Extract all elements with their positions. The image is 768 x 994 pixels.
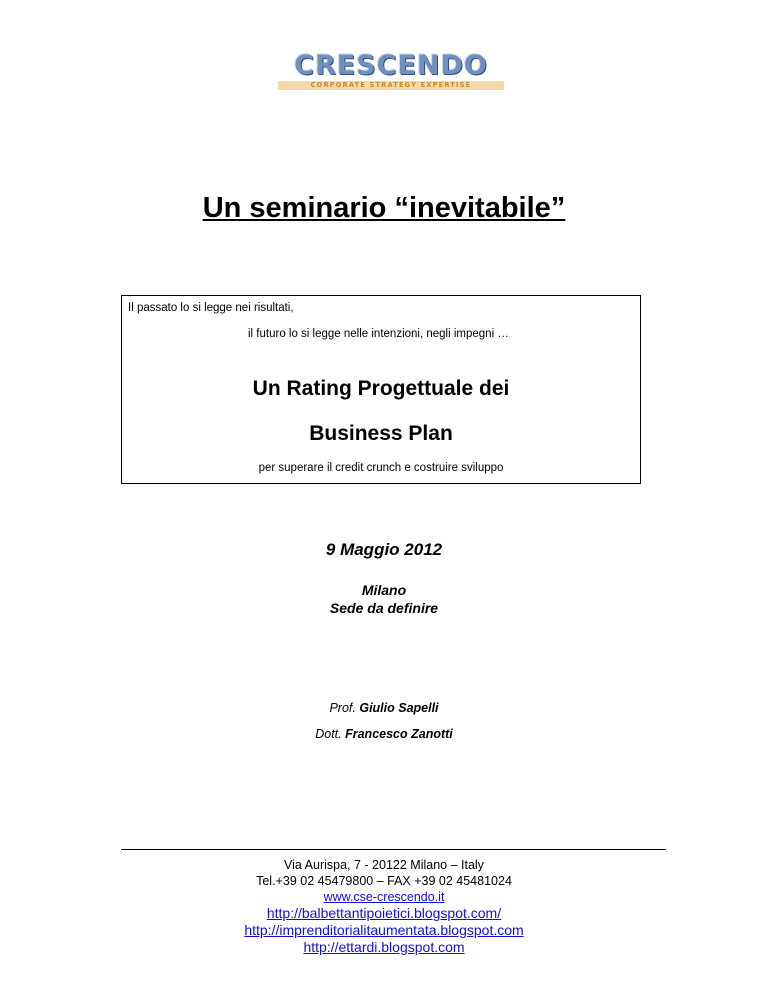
footer-link-row-3 bbox=[0, 938, 768, 956]
blog-link-imprenditorialitaumentata[interactable]: http://imprenditorialitaumentata.blogspot.com bbox=[244, 922, 524, 938]
intro-box bbox=[121, 295, 641, 484]
box-subtitle: per superare il credit crunch e costruire sviluppo bbox=[258, 462, 504, 474]
footer-link-row-2 bbox=[0, 921, 768, 939]
event-venue: Sede da definire bbox=[329, 600, 439, 616]
box-heading-line2: Business Plan bbox=[309, 422, 453, 445]
logo-tagline: CORPORATE STRATEGY EXPERTISE bbox=[278, 81, 504, 90]
event-city: Milano bbox=[361, 582, 407, 598]
speaker-2-name: Francesco Zanotti bbox=[345, 727, 453, 741]
intro-line-past: Il passato lo si legge nei risultati, bbox=[128, 302, 294, 314]
blog-link-ettardi[interactable]: http://ettardi.blogspot.com bbox=[303, 939, 465, 955]
footer-divider bbox=[121, 849, 666, 850]
logo-wordmark: CRESCENDO bbox=[294, 50, 488, 81]
blog-link-balbettantipoietici[interactable]: http://balbettantipoietici.blogspot.com/ bbox=[266, 905, 502, 921]
website-link[interactable]: www.cse-crescendo.it bbox=[323, 890, 445, 904]
event-date: 9 Maggio 2012 bbox=[325, 540, 443, 559]
speaker-2-title: Dott. bbox=[315, 727, 342, 741]
box-heading-line1: Un Rating Progettuale dei bbox=[252, 377, 510, 400]
page-title: Un seminario “inevitabile” bbox=[202, 192, 566, 224]
footer-phone: Tel.+39 02 45479800 – FAX +39 02 45481024 bbox=[256, 874, 512, 888]
crescendo-logo bbox=[278, 52, 504, 90]
footer-address: Via Aurispa, 7 - 20122 Milano – Italy bbox=[284, 858, 484, 872]
footer-website-row bbox=[0, 889, 768, 905]
speaker-1 bbox=[0, 700, 768, 717]
speaker-1-name: Giulio Sapelli bbox=[359, 701, 439, 715]
speaker-1-title: Prof. bbox=[329, 701, 356, 715]
footer-link-row-1 bbox=[0, 904, 768, 922]
speaker-2 bbox=[0, 726, 768, 743]
intro-line-future: il futuro lo si legge nelle intenzioni, negli impegni … bbox=[248, 328, 509, 340]
